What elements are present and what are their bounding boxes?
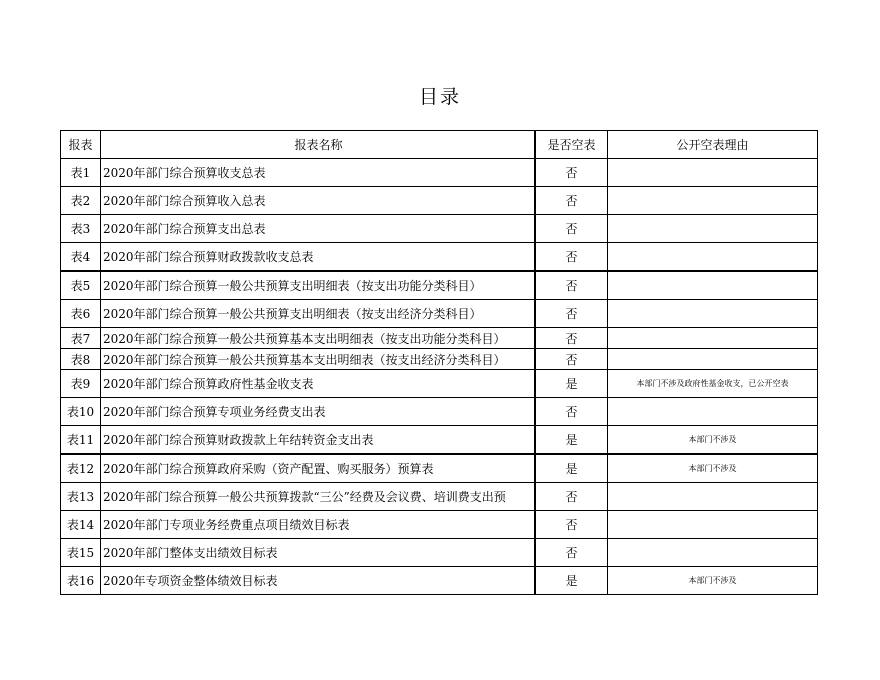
report-no-cell: 表15	[61, 539, 101, 567]
table-row	[61, 567, 818, 595]
reason-cell	[608, 328, 818, 349]
table-row	[61, 398, 818, 426]
table-row	[61, 426, 818, 455]
header-report-name: 报表名称	[101, 131, 536, 159]
report-name-cell: 2020年部门综合预算专项业务经费支出表	[101, 398, 536, 426]
header-is-empty: 是否空表	[535, 131, 608, 159]
report-name-cell: 2020年部门综合预算财政拨款收支总表	[101, 243, 536, 272]
report-name-cell: 2020年部门整体支出绩效目标表	[101, 539, 536, 567]
report-no-cell: 表5	[61, 271, 101, 300]
is-empty-cell: 否	[535, 215, 608, 243]
catalog-table	[60, 130, 818, 595]
table-row	[61, 187, 818, 215]
report-name-cell: 2020年专项资金整体绩效目标表	[101, 567, 536, 595]
report-name-cell: 2020年部门综合预算一般公共预算支出明细表（按支出经济分类科目）	[101, 300, 536, 328]
report-no-cell: 表1	[61, 159, 101, 187]
is-empty-cell: 是	[535, 567, 608, 595]
report-no-cell: 表11	[61, 426, 101, 455]
table-row	[61, 300, 818, 328]
report-no-cell: 表12	[61, 454, 101, 483]
header-report-no: 报表	[61, 131, 101, 159]
report-name-cell: 2020年部门综合预算政府采购（资产配置、购买服务）预算表	[101, 454, 536, 483]
reason-cell	[608, 398, 818, 426]
report-no-cell: 表9	[61, 370, 101, 398]
table-row	[61, 454, 818, 483]
is-empty-cell: 否	[535, 483, 608, 511]
is-empty-cell: 否	[535, 159, 608, 187]
table-row	[61, 511, 818, 539]
header-reason: 公开空表理由	[608, 131, 818, 159]
table-row	[61, 349, 818, 370]
table-row	[61, 215, 818, 243]
report-name-cell: 2020年部门综合预算一般公共预算基本支出明细表（按支出功能分类科目）	[101, 328, 536, 349]
table-row	[61, 370, 818, 398]
is-empty-cell: 否	[535, 243, 608, 272]
report-no-cell: 表4	[61, 243, 101, 272]
is-empty-cell: 是	[535, 426, 608, 455]
report-name-cell: 2020年部门综合预算收支总表	[101, 159, 536, 187]
reason-cell: 本部门不涉及政府性基金收支，已公开空表	[608, 370, 818, 398]
reason-cell	[608, 483, 818, 511]
report-no-cell: 表7	[61, 328, 101, 349]
table-row	[61, 243, 818, 272]
reason-cell	[608, 243, 818, 272]
report-name-cell: 2020年部门综合预算收入总表	[101, 187, 536, 215]
reason-cell	[608, 159, 818, 187]
table-row	[61, 271, 818, 300]
table-row	[61, 539, 818, 567]
report-name-cell: 2020年部门综合预算支出总表	[101, 215, 536, 243]
is-empty-cell: 否	[535, 398, 608, 426]
report-no-cell: 表13	[61, 483, 101, 511]
report-name-cell: 2020年部门综合预算财政拨款上年结转资金支出表	[101, 426, 536, 455]
reason-cell: 本部门不涉及	[608, 426, 818, 455]
report-no-cell: 表6	[61, 300, 101, 328]
is-empty-cell: 是	[535, 370, 608, 398]
report-no-cell: 表10	[61, 398, 101, 426]
reason-cell	[608, 300, 818, 328]
is-empty-cell: 否	[535, 187, 608, 215]
table-header-row	[61, 131, 818, 159]
reason-cell	[608, 215, 818, 243]
report-name-cell: 2020年部门综合预算一般公共预算基本支出明细表（按支出经济分类科目）	[101, 349, 536, 370]
reason-cell	[608, 349, 818, 370]
report-no-cell: 表2	[61, 187, 101, 215]
table-row	[61, 328, 818, 349]
reason-cell	[608, 539, 818, 567]
is-empty-cell: 否	[535, 511, 608, 539]
is-empty-cell: 否	[535, 271, 608, 300]
reason-cell	[608, 511, 818, 539]
reason-cell	[608, 271, 818, 300]
table-row	[61, 159, 818, 187]
is-empty-cell: 否	[535, 300, 608, 328]
reason-cell: 本部门不涉及	[608, 454, 818, 483]
is-empty-cell: 是	[535, 454, 608, 483]
report-name-cell: 2020年部门综合预算一般公共预算支出明细表（按支出功能分类科目）	[101, 271, 536, 300]
report-name-cell: 2020年部门综合预算政府性基金收支表	[101, 370, 536, 398]
report-no-cell: 表16	[61, 567, 101, 595]
report-no-cell: 表14	[61, 511, 101, 539]
is-empty-cell: 否	[535, 349, 608, 370]
report-no-cell: 表8	[61, 349, 101, 370]
reason-cell	[608, 187, 818, 215]
is-empty-cell: 否	[535, 539, 608, 567]
report-no-cell: 表3	[61, 215, 101, 243]
is-empty-cell: 否	[535, 328, 608, 349]
table-row	[61, 483, 818, 511]
reason-cell: 本部门不涉及	[608, 567, 818, 595]
report-name-cell: 2020年部门综合预算一般公共预算拨款“三公”经费及会议费、培训费支出预	[101, 483, 536, 511]
report-name-cell: 2020年部门专项业务经费重点项目绩效目标表	[101, 511, 536, 539]
page-title: 目录	[418, 86, 461, 108]
